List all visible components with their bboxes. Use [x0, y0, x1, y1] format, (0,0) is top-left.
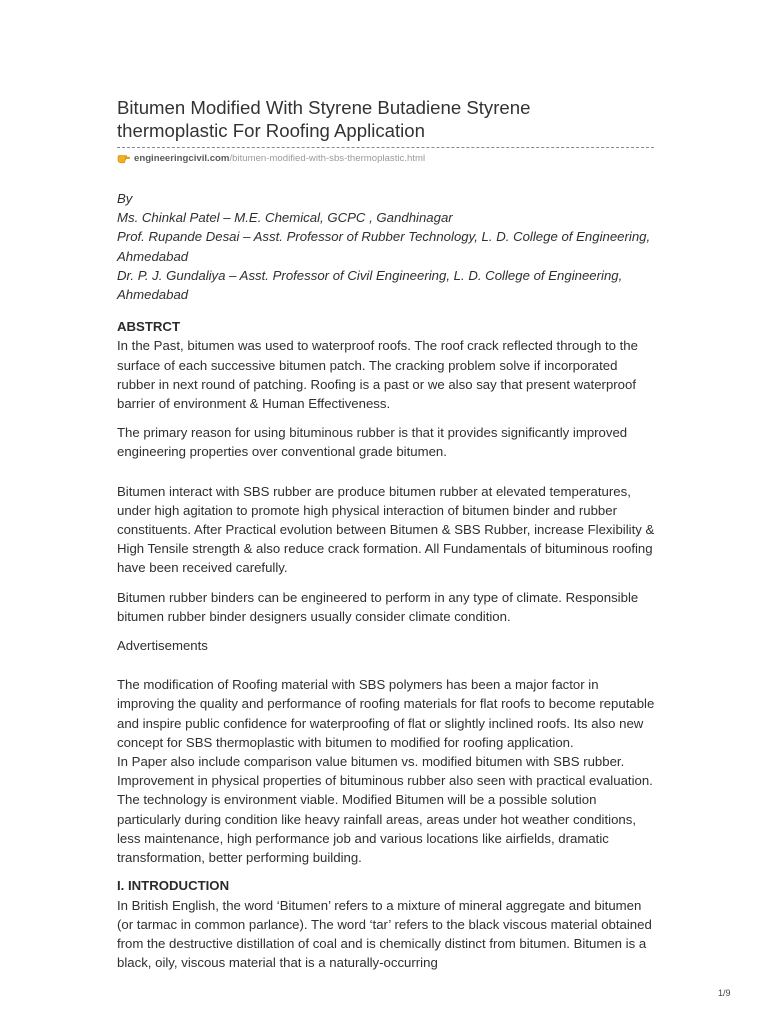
page-number: 1/9 [718, 988, 731, 998]
article-title [117, 96, 657, 142]
abstract-paragraph: In the Past, bitumen was used to waterproof roofs. The roof crack reflected through to the surface of each successive bitumen patch. The cracking problem solve if incorporated rubber in next round of patching. Roofing is a past or we also say that present waterproof barrier of environment & Human Effectiveness. [117, 338, 638, 412]
abstract-paragraph: Bitumen interact with SBS rubber are produce bitumen rubber at elevated temperatures, under high agitation to promote high physical interaction of bitumen binder and rubber constituents. After Practical evolution between Bitumen & SBS Rubber, increase Flexibility & High Tensile strength & also reduce crack formation. All Fundamentals of bituminous roofing have been received carefully. [117, 483, 655, 576]
advertisements-label: Advertisements [117, 638, 208, 654]
pointing-hand-icon [117, 153, 131, 164]
title-line-1: Bitumen Modified With Styrene Butadiene Styrene [117, 97, 531, 118]
byline-line: Prof. Rupande Desai – Asst. Professor of Rubber Technology, L. D. College of Engineering, [117, 229, 651, 245]
byline-line: By [117, 191, 133, 206]
source-path[interactable]: /bitumen-modified-with-sbs-thermoplastic.html [229, 152, 426, 164]
abstract-paragraph: Bitumen rubber binders can be engineered to perform in any type of climate. Responsible bitumen rubber binder designers usually consider climate condition. [117, 589, 639, 624]
source-domain[interactable]: engineeringcivil.com [134, 152, 230, 164]
title-divider [117, 147, 654, 148]
byline-line: Ahmedabad [117, 248, 189, 264]
byline-line: Dr. P. J. Gundaliya – Asst. Professor of Civil Engineering, L. D. College of Engineering, [117, 267, 623, 283]
title-line-2: thermoplastic For Roofing Application [117, 120, 425, 141]
byline [117, 189, 657, 304]
article [117, 96, 657, 972]
introduction-paragraph: In British English, the word ‘Bitumen’ refers to a mixture of mineral aggregate and bitumen (or tarmac in common parlance). The word ‘tar’ refers to the black viscous material obtained from the destructive distillation of coal and is chemically distinct from bitumen. Bitumen is a black, oily, viscous material that is a naturally-occurring [117, 897, 652, 971]
byline-line: Ms. Chinkal Patel – M.E. Chemical, GCPC , Gandhinagar [117, 210, 453, 226]
byline-line: Ahmedabad [117, 287, 189, 303]
introduction-heading: I. INTRODUCTION [117, 878, 230, 894]
abstract-paragraph: The modification of Roofing material with SBS polymers has been a major factor in improving the quality and performance of roofing materials for flat roofs to become reputable and inspire public confidence for waterproofing of flat or slightly inclined roofs. Its also new concept for SBS thermoplastic with bitumen to modified for roofing application. [117, 677, 655, 750]
abstract-paragraph: The primary reason for using bituminous rubber is that it provides significantly improved engineering properties over conventional grade bitumen. [117, 425, 628, 460]
source-link[interactable] [117, 151, 657, 165]
abstract-paragraph: In Paper also include comparison value bitumen vs. modified bitumen with SBS rubber. Improvement in physical properties of bituminous rubber also seen with practical evaluation. The technology is environment viable. Modified Bitumen will be a possible solution particularly during condition like heavy rainfall areas, areas under hot weather conditions, less maintenance, high performance job and various locations like airfields, dramatic transformation, better performing building. [117, 754, 653, 866]
abstract-heading: ABSTRCT [117, 319, 181, 335]
